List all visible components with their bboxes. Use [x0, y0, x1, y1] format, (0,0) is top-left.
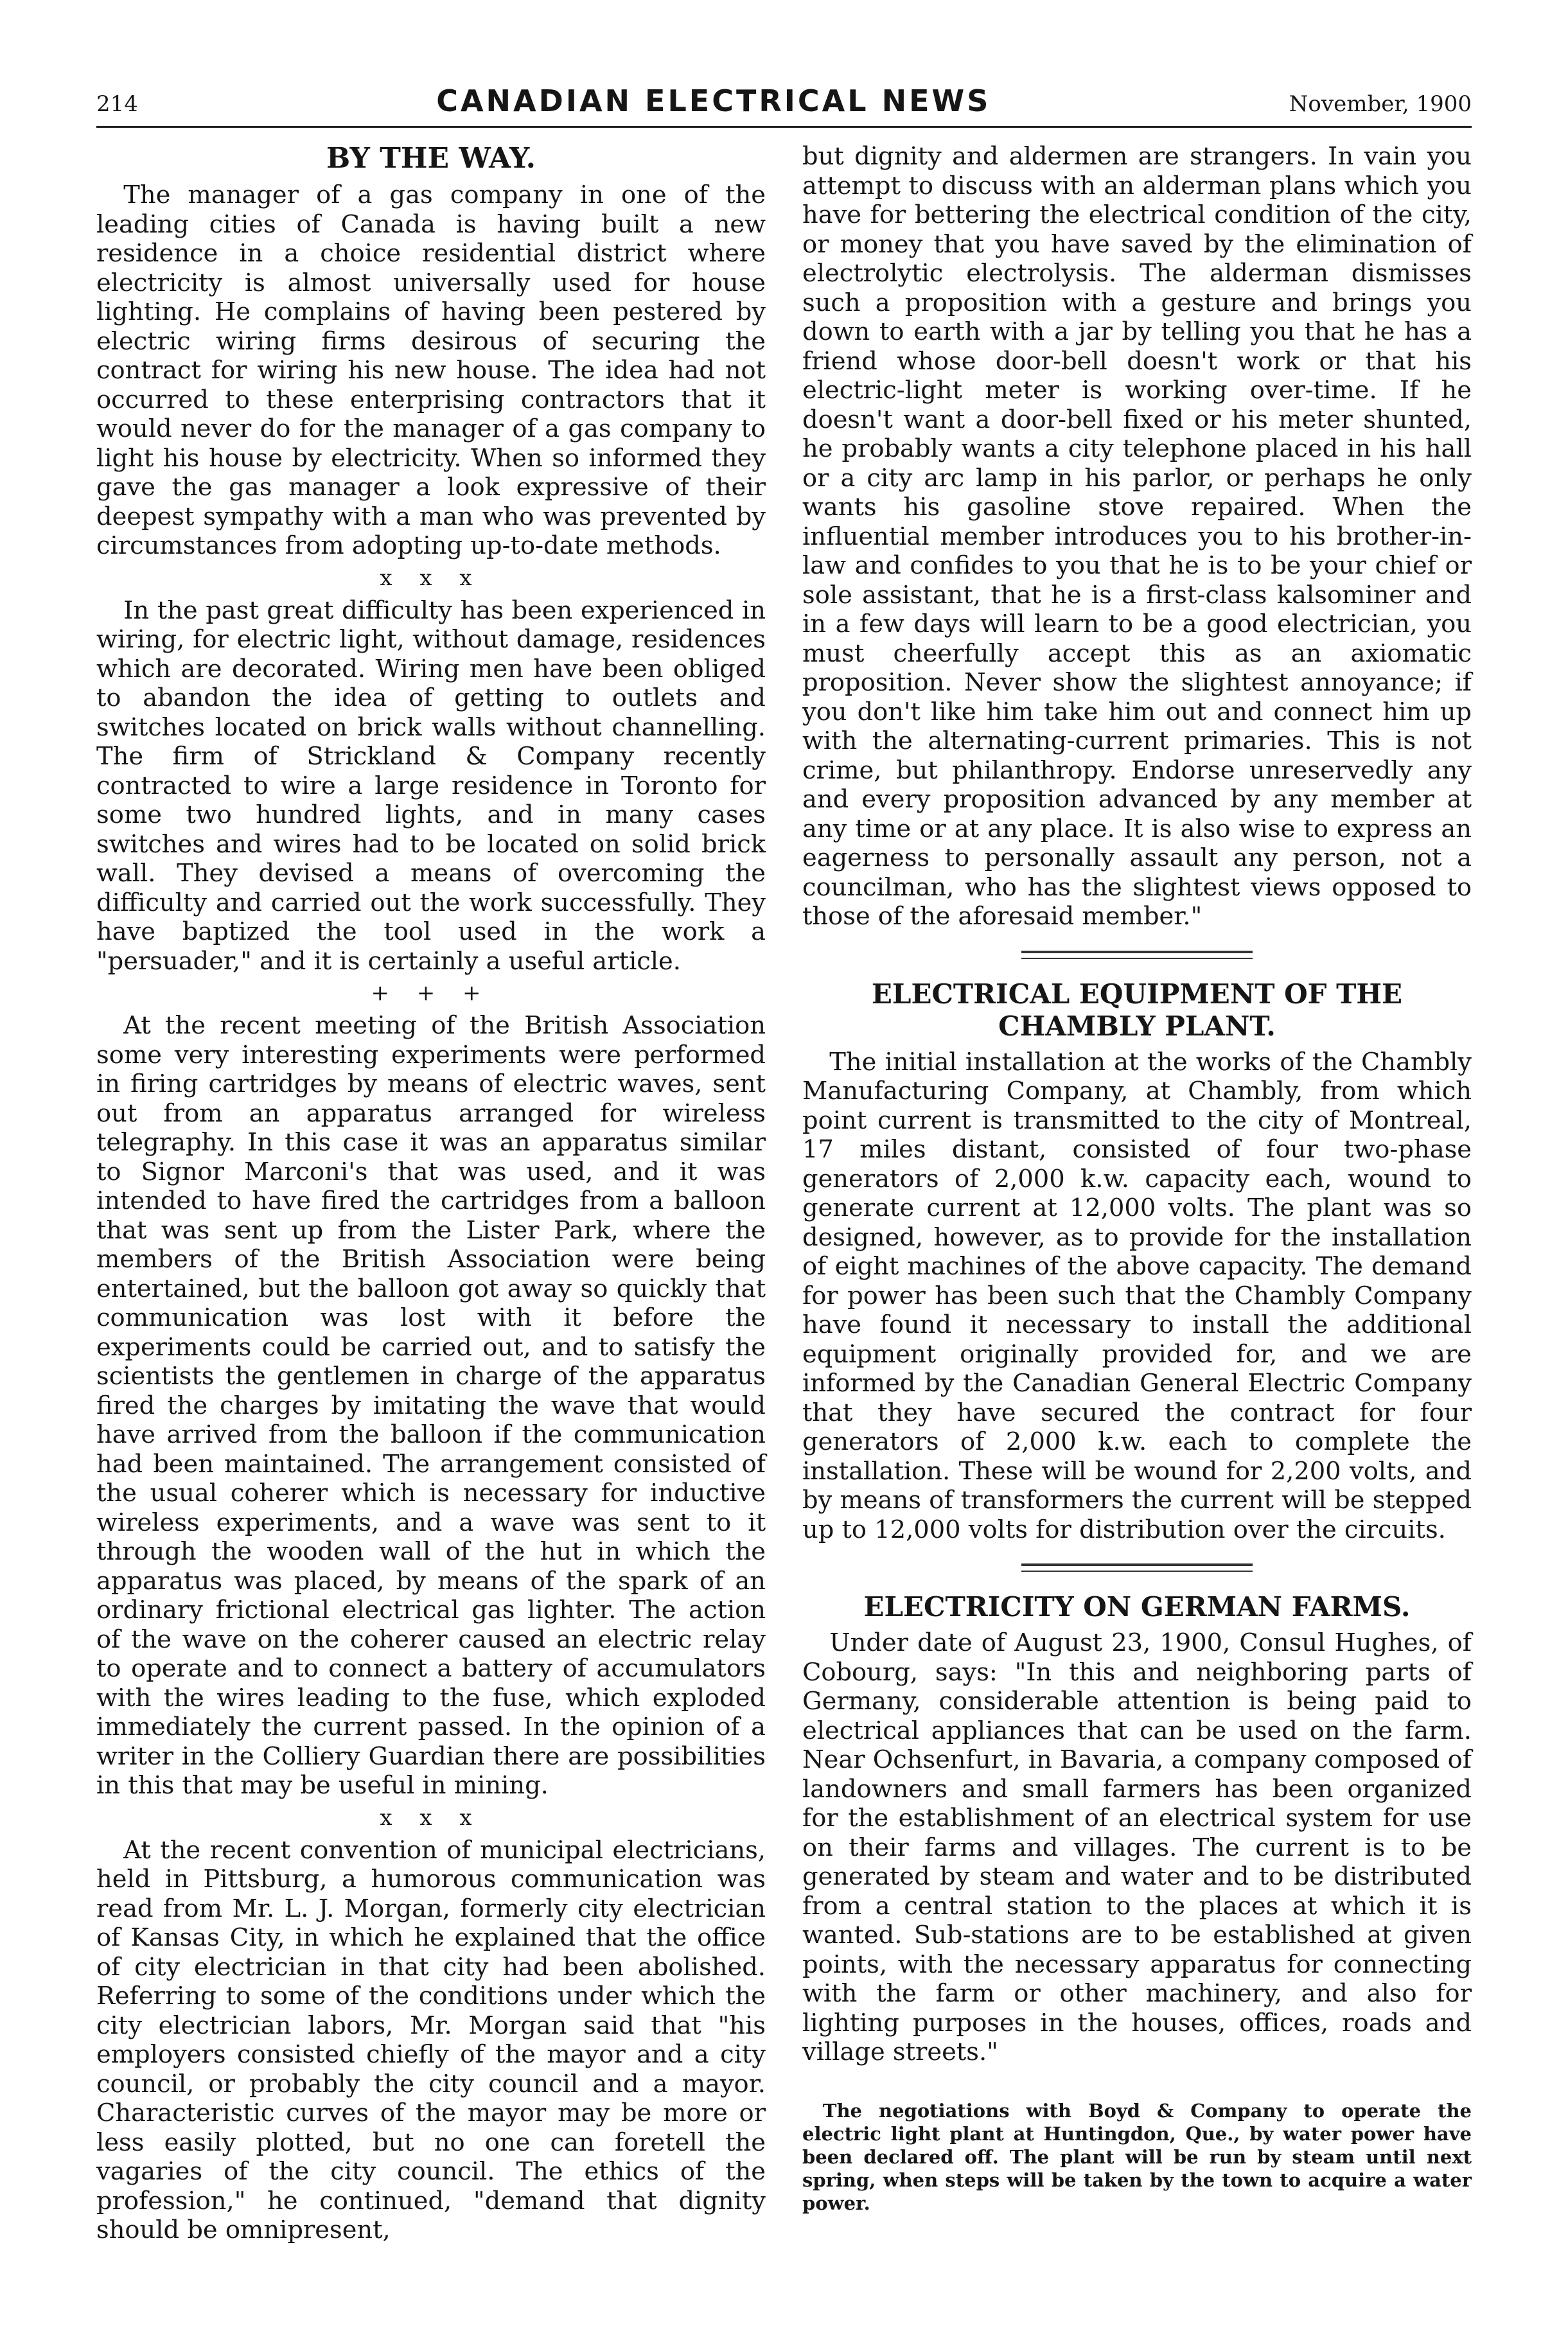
news-note	[802, 2099, 1472, 2215]
by-the-way-paragraph-2: In the past great difficulty has been experienced in wiring, for electric light, without damage, residences which are decorated. Wiring men have been obliged to abandon the idea of getting to outlets and switches located on brick walls without channelling. The firm of Strickland & Company recently contracted to wire a large residence in Toronto for some two hundred lights, and in many cases switches and wires had to be located on solid brick wall. They devised a means of overcoming the difficulty and carried out the work successfully. They have baptized the tool used in the work a "persuader," and it is certainly a useful article.	[96, 595, 766, 976]
masthead: CANADIAN ELECTRICAL NEWS	[436, 84, 991, 118]
german-farms-article-title: ELECTRICITY ON GERMAN FARMS.	[863, 1591, 1411, 1623]
article-divider	[1021, 1563, 1253, 1572]
news-note-text: The negotiations with Boyd & Company to operate the electric light plant at Huntingdon, Que., by water power have been declared off. The plant will be run by steam until next spring, when steps will be taken by the town to acquire a water power.	[802, 2099, 1472, 2214]
by-the-way-paragraph-1: The manager of a gas company in one of the leading cities of Canada is having built a new residence in a choice residential district where electricity is almost universally used for house lighting. He complains of having been pestered by electric wiring firms desirous of securing the contract for wiring his new house. The idea had not occurred to these enterprising contractors that it would never do for the manager of a gas company to light his house by electricity. When so informed they gave the gas manager a look expressive of their deepest sympathy with a man who was prevented by circumstances from adopting up-to-date methods.	[96, 180, 766, 560]
by-the-way-title: BY THE WAY.	[326, 142, 536, 175]
left-column	[96, 142, 766, 2245]
page-header	[96, 84, 1472, 128]
right-column	[802, 142, 1472, 2245]
issue-date: November, 1900	[1289, 91, 1472, 117]
article-divider	[1021, 951, 1253, 959]
section-separator: x x x	[380, 1804, 482, 1831]
section-separator: x x x	[380, 565, 482, 591]
chambly-article-body: The initial installation at the works of the Chambly Manufacturing Company, at Chambly, from which point current is transmitted to the city of Montreal, 17 miles distant, consisted of four two-phase generators of 2,000 k.w. capacity each, wound to generate current at 12,000 volts. The plant was so designed, however, as to provide for the installation of eight machines of the above capacity. The demand for power has been such that the Chambly Company have found it necessary to install the additional equipment originally provided for, and we are informed by the Canadian General Electric Company that they have secured the contract for four generators of 2,000 k.w. each to complete the installation. These will be wound for 2,200 volts, and by means of transformers the current will be stepped up to 12,000 volts for distribution over the circuits.	[802, 1047, 1472, 1544]
by-the-way-paragraph-3: At the recent meeting of the British Association some very interesting experiments were performed in firing cartridges by means of electric waves, sent out from an apparatus arranged for wireless telegraphy. In this case it was an apparatus similar to Signor Marconi's that was used, and it was intended to have fired the cartridges from a balloon that was sent up from the Lister Park, where the members of the British Association were being entertained, but the balloon got away so quickly that communication was lost with it before the experiments could be carried out, and to satisfy the scientists the gentlemen in charge of the apparatus fired the charges by imitating the wave that would have arrived from the balloon if the communication had been maintained. The arrangement consisted of the usual coherer which is necessary for inductive wireless experiments, and a wave was sent to it through the wooden wall of the hut in which the apparatus was placed, by means of the spark of an ordinary frictional electrical gas lighter. The action of the wave on the coherer caused an electric relay to operate and to connect a battery of accumulators with the wires leading to the fuse, which exploded immediately the current passed. In the opinion of a writer in the Colliery Guardian there are possibilities in this that may be useful in mining.	[96, 1011, 766, 1800]
by-the-way-paragraph-4-continued: but dignity and aldermen are strangers. In vain you attempt to discuss with an alderman plans which you have for bettering the electrical condition of the city, or money that you have saved by the elimination of electrolytic electrolysis. The alderman dismisses such a proposition with a gesture and brings you down to earth with a jar by telling you that he has a friend whose door-bell doesn't work or that his electric-light meter is working over-time. If he doesn't want a door-bell fixed or his meter shunted, he probably wants a city telephone placed in his hall or a city arc lamp in his parlor, or perhaps he only wants his gasoline stove repaired. When the influential member introduces you to his brother-in-law and confides to you that he is to be your chief or sole assistant, that he is a first-class kalsominer and in a few days will learn to be a good electrician, you must cheerfully accept this as an axiomatic proposition. Never show the slightest annoyance; if you don't like him take him out and connect him up with the alternating-current primaries. This is not crime, but philanthropy. Endorse unreservedly any and every proposition advanced by any member at any time or at any place. It is also wise to express an eagerness to personally assault any person, not a councilman, who has the slightest views opposed to those of the aforesaid member."	[802, 142, 1472, 931]
page-number: 214	[96, 91, 138, 117]
section-separator: + + +	[371, 980, 491, 1006]
german-farms-article-body: Under date of August 23, 1900, Consul Hughes, of Cobourg, says: "In this and neighboring parts of Germany, considerable attention is being paid to electrical appliances that can be used on the farm. Near Ochsenfurt, in Bavaria, a company composed of landowners and small farmers has been organized for the establishment of an electrical system for use on their farms and villages. The current is to be generated by steam and water and to be distributed from a central station to the places at which it is wanted. Sub-stations are to be established at given points, with the necessary apparatus for connecting with the farm or other machinery, and also for lighting purposes in the houses, offices, roads and village streets."	[802, 1628, 1472, 2066]
by-the-way-paragraph-4: At the recent convention of municipal electricians, held in Pittsburg, a humorous communication was read from Mr. L. J. Morgan, formerly city electrician of Kansas City, in which he explained that the office of city electrician in that city had been abolished. Referring to some of the conditions under which the city electrician labors, Mr. Morgan said that "his employers consisted chiefly of the mayor and a city council, or probably the city council and a mayor. Characteristic curves of the mayor may be more or less easily plotted, but no one can foretell the vagaries of the city council. The ethics of the profession," he continued, "demand that dignity should be omnipresent,	[96, 1835, 766, 2244]
chambly-article-title: ELECTRICAL EQUIPMENT OF THE CHAMBLY PLANT.	[871, 978, 1403, 1042]
columns	[96, 142, 1472, 2245]
column-gutter	[766, 142, 802, 2245]
